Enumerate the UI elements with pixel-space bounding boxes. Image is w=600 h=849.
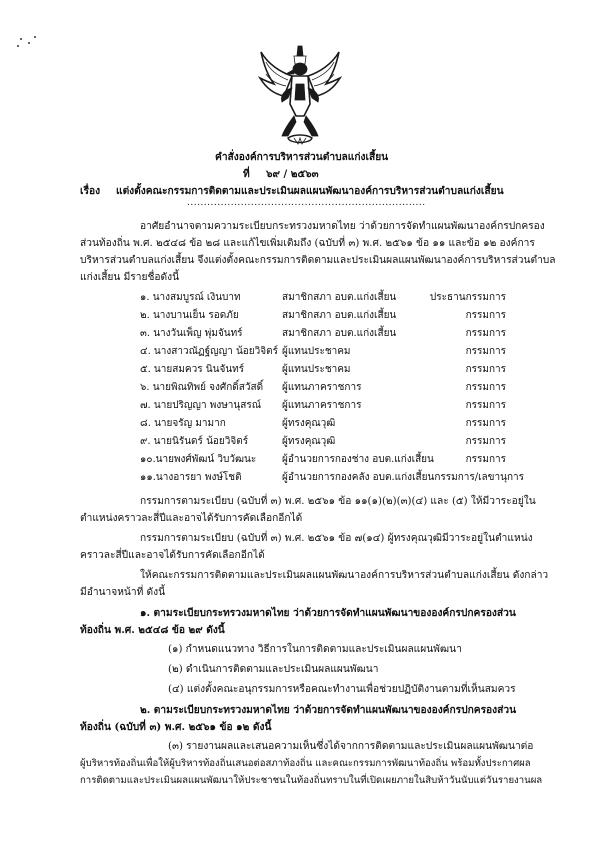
member-position: สมาชิกสภา อบต.แก่งเสี้ยน [282,328,397,339]
member-row [0,435,600,449]
member-row [0,345,600,359]
header-separator: ....................................................................... [187,198,426,208]
section-1-heading: ท้องถิ่น พ.ศ. ๒๕๔๘ ข้อ ๒๙ ดังนี้ [80,624,225,636]
member-role: กรรมการ [465,346,506,357]
member-position: ผู้ทรงคุณวุฒิ [282,436,336,447]
order-number-label: ที่ [243,168,250,180]
section-2-heading: ท้องถิ่น (ฉบับที่ ๓) พ.ศ. ๒๕๖๑ ข้อ ๑๒ ดังนี้ [80,721,272,733]
member-name: ๗. นายปริญญา พงษานุสรณ์ [140,400,262,411]
member-role: กรรมการ [465,328,506,339]
scan-speck [17,45,19,47]
member-row [0,399,600,413]
duty-paragraph-line: ให้คณะกรรมการติดตามและประเมินผลแผนพัฒนาองค์การบริหารส่วนตำบลแก่งเสี้ยน ดังกล่าว [140,570,549,581]
member-role: ประธานกรรมการ [429,292,506,303]
order-number: ๖๙ / ๒๕๖๓ [266,168,319,180]
member-role: กรรมการ [465,454,506,465]
subject-label: เรื่อง [80,185,101,197]
member-name: ๖. นายพิณทิพย์ จงศักดิ์สวัสดิ์ [140,382,264,393]
member-name: ๑๑.นางอารยา พงษ์โชติ [140,472,242,483]
section-1-heading: ๑. ตามระเบียบกระทรวงมหาดไทย ว่าด้วยการจัดทำแผนพัฒนาขององค์กรปกครองส่วน [140,607,516,619]
term-paragraph-2-line: คราวละสี่ปีและอาจได้รับการคัดเลือกอีกได้ [80,550,265,561]
member-role: กรรมการ [465,436,506,447]
member-name: ๔. นางสาวณัฏฐ์ญญา น้อยวิจิตร์ [140,346,278,357]
member-position: ผู้อำนวยการกองคลัง อบต.แก่งเสี้ยน [282,472,435,483]
term-paragraph-1-line: กรรมการตามระเบียบ (ฉบับที่ ๓) พ.ศ. ๒๕๖๑ ข้อ ๑๑(๑)(๒)(๓)(๔) และ (๕) ให้มีวาระอยู่ใน [140,496,536,507]
scan-speck [20,38,22,40]
member-name: ๑. นางสมบูรณ์ เงินบาท [140,292,241,303]
member-role: กรรมการ/เลขานุการ [434,472,524,483]
member-role: กรรมการ [465,310,506,321]
member-row [0,291,600,305]
member-row [0,381,600,395]
section-2-heading: ๒. ตามระเบียบกระทรวงมหาดไทย ว่าด้วยการจัดทำแผนพัฒนาขององค์กรปกครองส่วน [140,704,517,716]
intro-line: อาศัยอำนาจตามความระเบียบกระทรวงมหาดไทย ว่าด้วยการจัดทำแผนพัฒนาองค์กรปกครอง [140,221,545,232]
member-name: ๘. นายจรัญ มามาก [140,418,226,429]
member-row [0,363,600,377]
member-row [0,417,600,431]
term-paragraph-2-line: กรรมการตามระเบียบ (ฉบับที่ ๓) พ.ศ. ๒๕๖๑ ข้อ ๗(๑๔) ผู้ทรงคุณวุฒิมีวาระอยู่ในตำแหน่ง [140,533,533,544]
member-role: กรรมการ [465,400,506,411]
section-1-item: (๑) กำหนดแนวทาง วิธีการในการติดตามและประเมินผลแผนพัฒนา [168,644,462,655]
member-position: สมาชิกสภา อบต.แก่งเสี้ยน [282,292,397,303]
order-title: คำสั่งองค์การบริหารส่วนตำบลแก่งเสี้ยน [215,151,389,163]
intro-line: ส่วนท้องถิ่น พ.ศ. ๒๕๔๘ ข้อ ๒๘ และแก้ไขเพิ่มเติมถึง (ฉบับที่ ๓) พ.ศ. ๒๕๖๑ ข้อ ๑๑ และข้อ ๑๒ องค์การ [80,238,535,249]
member-position: ผู้อำนวยการกองช่าง อบต.แก่งเสี้ยน [282,454,434,465]
subject-text: แต่งตั้งคณะกรรมการติดตามและประเมินผลแผนพัฒนาองค์การบริหารส่วนตำบลแก่งเสี้ยน [116,185,504,197]
member-position: ผู้แทนภาคราชการ [282,400,362,411]
member-role: กรรมการ [465,364,506,375]
scan-speck [34,36,36,38]
member-name: ๒. นางบานเย็น รอดภัย [140,310,239,321]
member-position: สมาชิกสภา อบต.แก่งเสี้ยน [282,310,397,321]
member-row [0,453,600,467]
member-row [0,471,600,485]
garuda-seal-icon [258,44,342,146]
intro-line: บริหารส่วนตำบลแก่งเสี้ยน จึงแต่งตั้งคณะกรรมการติดตามและประเมินผลแผนพัฒนาองค์การบริหารส่วนตำบล [80,255,556,266]
section-2-line: การติดตามและประเมินผลแผนพัฒนาให้ประชาชนในท้องถิ่นทราบในที่เปิดเผยภายในสิบห้าวันนับแต่วันรายงานผล [80,775,543,786]
member-position: ผู้แทนประชาคม [282,346,351,357]
member-position: ผู้ทรงคุณวุฒิ [282,418,336,429]
duty-paragraph-line: มีอำนาจหน้าที่ ดังนี้ [80,587,166,598]
section-1-item: (๔) แต่งตั้งคณะอนุกรรมการหรือคณะทำงานเพื่อช่วยปฏิบัติงานตามที่เห็นสมควร [168,684,516,695]
member-role: กรรมการ [465,382,506,393]
section-2-line: ผู้บริหารท้องถิ่นเพื่อให้ผู้บริหารท้องถิ่นเสนอต่อสภาท้องถิ่น และคณะกรรมการพัฒนาท้องถิ่น พร้อมทั้งประกาศผล [80,758,531,769]
member-name: ๓. นางวันเพ็ญ พุ่มจันทร์ [140,328,243,339]
intro-line: แก่งเสี้ยน มีรายชื่อดังนี้ [80,272,180,283]
member-row [0,327,600,341]
section-2-line: (๓) รายงานผลและเสนอความเห็นซึ่งได้จากการติดตามและประเมินผลแผนพัฒนาต่อ [168,741,534,752]
member-role: กรรมการ [465,418,506,429]
member-row [0,309,600,323]
member-position: ผู้แทนภาคราชการ [282,382,362,393]
scan-speck [28,42,30,44]
member-name: ๑๐.นายพงศ์พัฒน์ วิบวัฒนะ [140,454,257,465]
member-position: ผู้แทนประชาคม [282,364,351,375]
member-name: ๙. นายนิรันดร์ น้อยวิจิตร์ [140,436,249,447]
member-name: ๕. นายสมควร นินจันทร์ [140,364,245,375]
section-1-item: (๒) ดำเนินการติดตามและประเมินผลแผนพัฒนา [168,664,379,675]
term-paragraph-1-line: ตำแหน่งคราวละสี่ปีและอาจได้รับการคัดเลือกอีกได้ [80,513,303,524]
